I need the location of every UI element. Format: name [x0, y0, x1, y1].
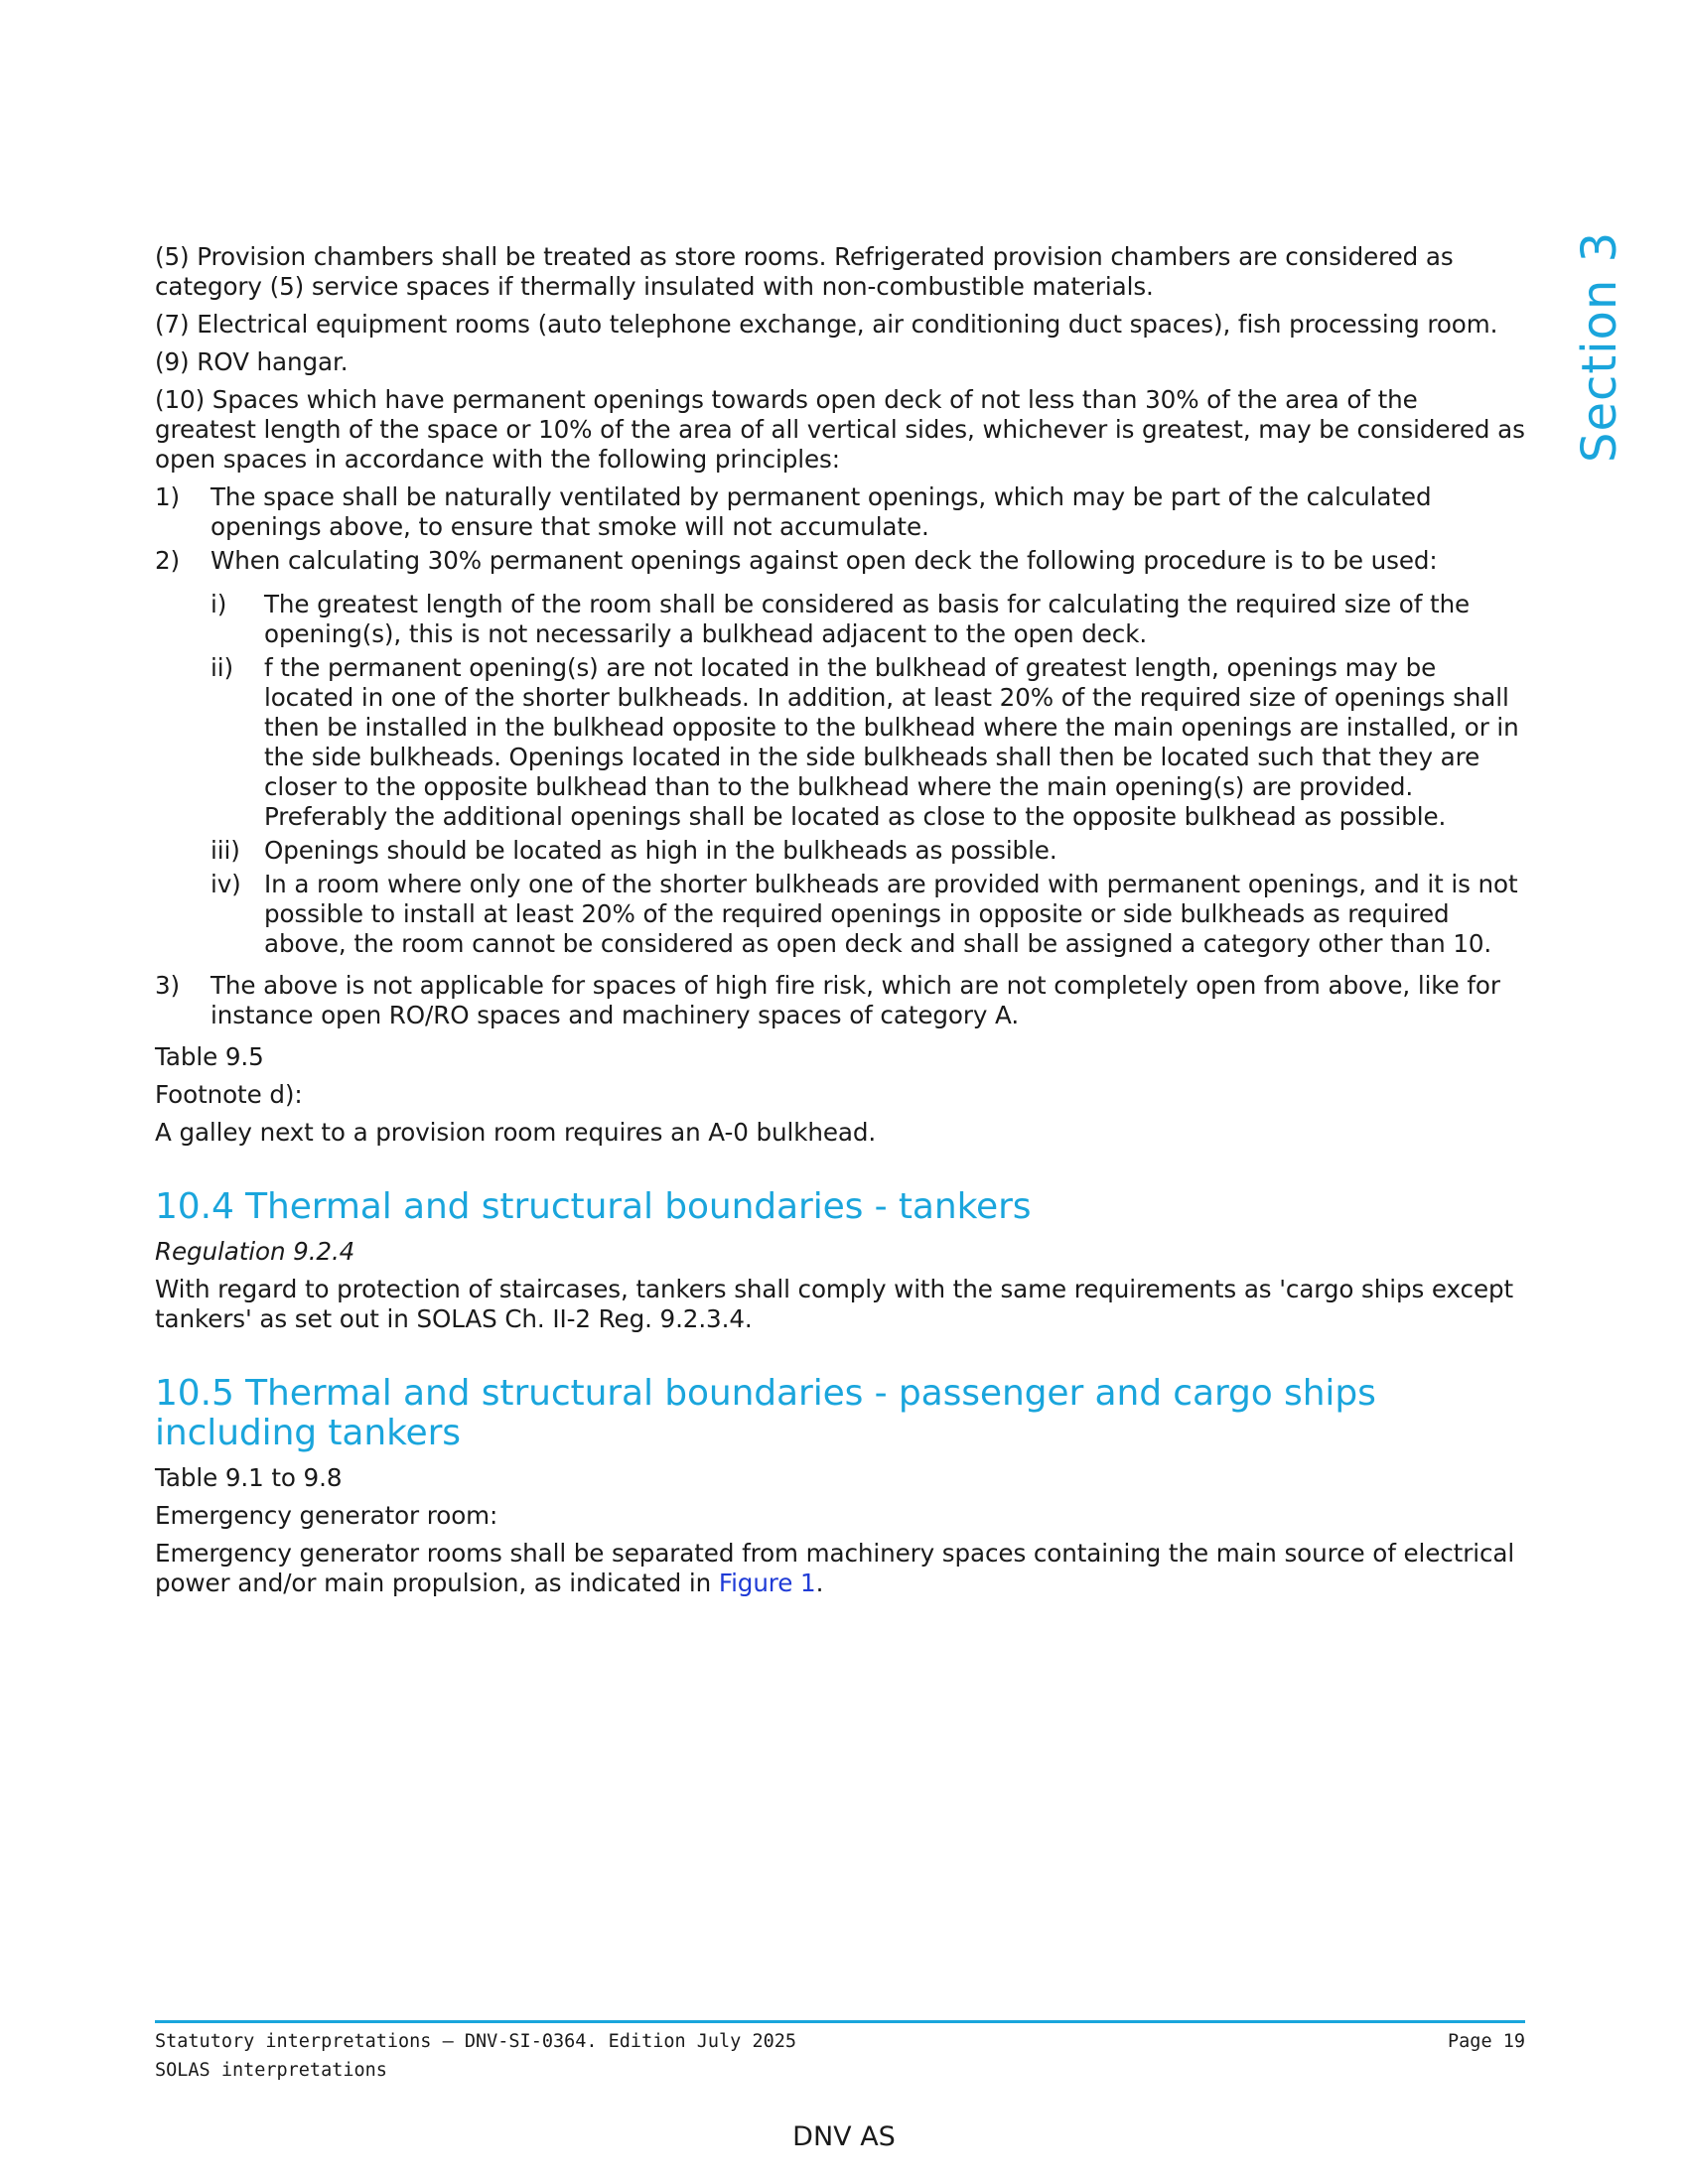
page-footer	[155, 2027, 1525, 2085]
sublist-item	[211, 836, 1525, 866]
page-number: Page 19	[1448, 2031, 1525, 2052]
list-text: The space shall be naturally ventilated by permanent openings, which may be part of the calculated openings above, to ensure that smoke will not accumulate.	[211, 482, 1432, 541]
sublist-number: i)	[211, 590, 227, 618]
heading-10-5: 10.5 Thermal and structural boundaries - passenger and cargo ships including tankers	[155, 1373, 1376, 1453]
footnote-label: Footnote d):	[155, 1080, 303, 1109]
list-text: When calculating 30% permanent openings against open deck the following procedure is to be used:	[211, 546, 1438, 575]
list-item	[155, 971, 1525, 1030]
footer-subtitle: SOLAS interpretations	[155, 2060, 387, 2081]
section-tab: Section 3	[1572, 230, 1627, 463]
table-ref: Table 9.5	[155, 1042, 264, 1071]
sublist-text: f the permanent opening(s) are not located in the bulkhead of greatest length, openings may be located in one of the shorter bulkheads. In addition, at least 20% of the required size of openings shall then be installed in the bulkhead opposite to the bulkhead where the main openings are installed, or in the side bulkheads. Openings located in the side bulkheads shall then be located such that they are closer to the opposite bulkhead than to the bulkhead where the main opening(s) are provided. Preferably the additional openings shall be located as close to the opposite bulkhead as possible.	[264, 653, 1519, 831]
sublist-text: In a room where only one of the shorter bulkheads are provided with permanent openings, and it is not possible to install at least 20% of the required openings in opposite or side bulkheads as required above, the room cannot be considered as open deck and shall be assigned a category other than 10.	[264, 870, 1518, 958]
para-open-spaces: (10) Spaces which have permanent openings towards open deck of not less than 30% of the area of the greatest length of the space or 10% of the area of all vertical sides, whichever is greatest, may be considered as open spaces in accordance with the following principles:	[155, 385, 1525, 474]
para-rov: (9) ROV hangar.	[155, 347, 349, 376]
para-staircases: With regard to protection of staircases, tankers shall comply with the same requirements as 'cargo ships except tankers' as set out in SOLAS Ch. II-2 Reg. 9.2.3.4.	[155, 1275, 1514, 1333]
para-electrical: (7) Electrical equipment rooms (auto telephone exchange, air conditioning duct spaces), fish processing room.	[155, 310, 1498, 339]
sublist-number: iv)	[211, 870, 241, 898]
principles-list	[155, 482, 1525, 1030]
list-item	[155, 546, 1525, 576]
figure-1-link[interactable]: Figure 1	[718, 1569, 816, 1597]
sublist-number: iii)	[211, 836, 240, 865]
sublist-text: Openings should be located as high in the bulkheads as possible.	[264, 836, 1057, 865]
sublist-item	[211, 653, 1525, 832]
para-emergency-text: Emergency generator rooms shall be separated from machinery spaces containing the main source of electrical power and/or main propulsion, as indicated in	[155, 1539, 1515, 1597]
list-number: 3)	[155, 971, 181, 1000]
list-number: 1)	[155, 482, 181, 511]
heading-10-4: 10.4 Thermal and structural boundaries - tankers	[155, 1186, 1032, 1227]
regulation-ref: Regulation 9.2.4	[155, 1237, 355, 1266]
sublist-text: The greatest length of the room shall be considered as basis for calculating the required size of the opening(s), this is not necessarily a bulkhead adjacent to the open deck.	[264, 590, 1471, 648]
list-item	[155, 482, 1525, 542]
list-number: 2)	[155, 546, 181, 575]
para-emergency	[155, 1539, 1525, 1598]
sublist-item	[211, 870, 1525, 959]
page-content	[155, 242, 1525, 1606]
table-range: Table 9.1 to 9.8	[155, 1463, 343, 1492]
footer-doc-title: Statutory interpretations — DNV-SI-0364. Edition July 2025	[155, 2031, 797, 2052]
procedure-sublist	[155, 590, 1525, 959]
sublist-number: ii)	[211, 653, 233, 682]
footnote-text: A galley next to a provision room requires an A-0 bulkhead.	[155, 1118, 877, 1147]
list-text: The above is not applicable for spaces of high fire risk, which are not completely open from above, like for instance open RO/RO spaces and machinery spaces of category A.	[211, 971, 1500, 1029]
company-name: DNV AS	[792, 2121, 896, 2152]
emergency-label: Emergency generator room:	[155, 1501, 498, 1530]
para-provision: (5) Provision chambers shall be treated as store rooms. Refrigerated provision chambers are considered as category (5) service spaces if thermally insulated with non-combustible materials.	[155, 242, 1454, 301]
footer-divider	[155, 2020, 1525, 2023]
para-emergency-end: .	[815, 1569, 824, 1597]
sublist-item	[211, 590, 1525, 649]
